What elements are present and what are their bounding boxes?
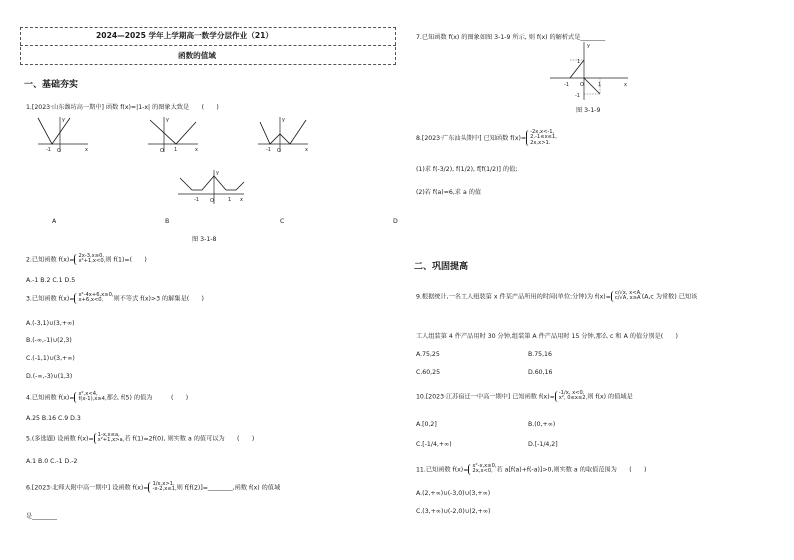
section-basic: 一、基础夯实 <box>24 80 79 90</box>
graph-c-x-label: x <box>305 147 308 153</box>
graph-b-x-label: x <box>195 147 198 153</box>
graph-c-origin: O <box>277 148 281 154</box>
q6-stem <box>26 482 280 493</box>
q7-tick-neg1: -1 <box>564 82 569 88</box>
q9-case-1: c/√x, x<A, <box>614 290 642 296</box>
q3-option-c: C.(-1,1)∪(3,+∞) <box>26 355 75 362</box>
header-divider <box>20 45 396 46</box>
q1-graph-b <box>146 114 202 154</box>
q2-piecewise <box>74 254 105 265</box>
q6-case-1: 1/x,x>1, <box>152 481 175 487</box>
q9-option-d: D.60,16 <box>528 369 553 376</box>
q5-case-2: x²+1,x>a, <box>97 437 125 444</box>
q11-option-a: A.(2,+∞)∪(-3,0)∪(3,+∞) <box>416 490 491 497</box>
q7-y-label: y <box>587 43 590 49</box>
graph-a-y-label: y <box>62 117 65 123</box>
q9-case-2: c/√A, x≥A <box>614 295 641 302</box>
q8-part-1: (1)求 f(-3/2), f(1/2), f[f(1/2)] 的值; <box>416 166 518 173</box>
q11-post: 若 a[f(a)+f(-a)]>0,则实数 a 的取值范围为 ( ) <box>496 466 647 474</box>
q11-option-c: C.(3,+∞)∪(-2,0)∪(2,+∞) <box>416 508 491 515</box>
q5-piecewise <box>94 433 125 444</box>
graph-d-tick-right: 1 <box>228 197 232 203</box>
q3-case-1: x²-4x+6,x≥0, <box>78 292 114 298</box>
q10-pre: 10.[2023·江苏宿迁一中高一期中] 已知函数 f(x)= <box>416 393 555 401</box>
q3-option-b: B.(-∞,-1)∪(2,3) <box>26 337 72 344</box>
q10-option-c: C.[-1/4,+∞) <box>416 441 452 448</box>
graph-a-x-label: x <box>85 147 88 153</box>
q3-post: 则不等式 f(x)>3 的解集是( ) <box>113 295 204 303</box>
q2-case-1: 2x-3,x≥0, <box>78 253 105 259</box>
q6-post: 则 f[f(2)]=________,函数 f(x) 的值域 <box>176 484 281 492</box>
q9-option-b: B.75,16 <box>528 351 552 358</box>
q1-option-b: B <box>165 218 170 225</box>
graph-b-y-label: y <box>166 117 169 123</box>
graph-d-tick-left: -1 <box>194 197 199 203</box>
q8-case-1: -2x,x<-1, <box>530 129 555 135</box>
q4-options: A.25 B.16 C.9 D.3 <box>26 415 81 422</box>
q4-piecewise <box>74 392 106 403</box>
worksheet-subtitle: 函数的值域 <box>178 51 216 60</box>
graph-c-y-label: y <box>282 117 285 123</box>
q1-graph-d <box>176 168 248 208</box>
q6-piecewise <box>148 482 176 493</box>
q5-pre: 5.(多选题) 设函数 f(x)= <box>26 435 94 443</box>
q7-tick-1: 1 <box>598 82 602 88</box>
q10-option-b: B.(0,+∞) <box>528 421 556 428</box>
q10-case-2: x², 0≤x≤2, <box>558 395 588 402</box>
q7-caption: 图 3-1-9 <box>576 107 601 114</box>
q5-stem <box>26 433 254 444</box>
q3-piecewise <box>74 293 113 304</box>
q1-option-d: D <box>393 218 398 225</box>
q4-case-1: x²,x<4, <box>78 391 98 397</box>
q11-stem <box>416 464 646 475</box>
q10-option-d: D.[-1/4,2] <box>528 441 558 448</box>
q4-post: 那么 f(5) 的值为 ( ) <box>106 394 189 402</box>
q8-case-2: 2,-1≤x≤1, <box>530 134 557 141</box>
q11-case-2: 2x,x<0, <box>472 468 493 475</box>
q9-post: (A,c 为常数) 已知该 <box>641 293 698 301</box>
graph-a-tick: -1 <box>46 147 51 153</box>
graph-c-tick: -1 <box>266 147 271 153</box>
q5-post: 若 f(1)=2f(0), 则实数 a 的值可以为 ( ) <box>124 435 255 443</box>
q7-tick-yneg1: -1 <box>575 93 580 99</box>
q9-option-a: A.75,25 <box>416 351 440 358</box>
q8-pre: 8.[2023·广东汕头期中] 已知函数 f(x)= <box>416 135 527 143</box>
q4-stem <box>26 392 188 403</box>
graph-b-tick: 1 <box>174 147 178 153</box>
q6-tail: 是________ <box>26 513 57 520</box>
q5-options: A.1 B.0 C.-1 D.-2 <box>26 458 78 465</box>
q9-pre: 9.根据统计,一名工人组装第 x 件某产品所用的时间(单位:分钟)为 f(x)= <box>416 293 611 301</box>
q3-case-2: x+6,x<0, <box>78 297 104 304</box>
q1-graph-c <box>256 114 312 154</box>
graph-b-origin: O <box>160 148 164 154</box>
q3-option-d: D.(-∞,-3)∪(1,3) <box>26 373 73 380</box>
q9-stem <box>416 291 697 302</box>
q11-case-1: x²-x,x≥0, <box>472 463 497 469</box>
q1-stem: 1.[2023·山东潍坊高一期中] 函数 f(x)=|1-x| 的图象大致是 ( ) <box>26 104 219 111</box>
q8-piecewise <box>526 130 557 146</box>
q3-stem <box>26 293 204 304</box>
q4-case-2: f(x-1),x≥4, <box>78 396 107 403</box>
q7-tick-y1: 1 <box>577 59 581 65</box>
q8-stem <box>416 130 557 146</box>
q2-options: A.-1 B.2 C.1 D.5 <box>26 277 76 284</box>
q7-x-label: x <box>624 82 627 88</box>
q10-option-a: A.[0,2] <box>416 421 437 428</box>
q10-post: 则 f(x) 的值域是 <box>587 393 633 401</box>
graph-a-origin: O <box>57 148 61 154</box>
q6-pre: 6.[2023·北师大附中高一期中] 设函数 f(x)= <box>26 484 149 492</box>
q9-piecewise <box>611 291 642 302</box>
q8-case-3: 2x,x>1. <box>530 139 551 146</box>
q10-stem <box>416 391 633 402</box>
graph-d-x-label: x <box>240 197 243 203</box>
q2-stem <box>26 254 147 265</box>
q7-graph <box>548 40 632 104</box>
q2-case-2: x²+1,x<0, <box>78 258 106 265</box>
q11-pre: 11.已知函数 f(x)= <box>416 466 469 474</box>
q1-option-a: A <box>52 218 57 225</box>
graph-d-y-label: y <box>216 170 219 176</box>
q7-stem: 7.已知函数 f(x) 的图象如图 3-1-9 所示, 则 f(x) 的解析式是________ <box>416 34 606 41</box>
q1-caption: 图 3-1-8 <box>192 236 217 243</box>
q5-case-1: 1-x,x≤a, <box>97 432 120 438</box>
worksheet-title: 2024—2025 学年上学期高一数学分层作业（21） <box>96 31 273 40</box>
q2-pre: 2.已知函数 f(x)= <box>26 256 75 264</box>
q9-option-c: C.60,25 <box>416 369 441 376</box>
q7-origin: O <box>580 82 584 88</box>
q9-line-2: 工人组装第 4 件产品用时 30 分钟,组装第 A 件产品用时 15 分钟,那么 c 和 A 的值分别是( ) <box>416 333 678 340</box>
q8-part-2: (2)若 f(a)=6,求 a 的值 <box>416 189 482 196</box>
q11-piecewise <box>468 464 496 475</box>
q1-option-c: C <box>280 218 285 225</box>
q1-graph-a <box>36 114 92 154</box>
q4-pre: 4.已知函数 f(x)= <box>26 394 75 402</box>
q3-pre: 3.已知函数 f(x)= <box>26 295 75 303</box>
q3-option-a: A.(-3,1)∪(3,+∞) <box>26 320 75 327</box>
q2-post: 则 f(1)=( ) <box>105 256 147 264</box>
graph-d-origin: O <box>210 198 214 204</box>
q10-case-1: -1/x, x<0, <box>558 390 585 396</box>
q10-piecewise <box>555 391 587 402</box>
q6-case-2: -x-2,x≤1, <box>152 486 177 493</box>
section-advanced: 二、巩固提高 <box>414 262 469 272</box>
